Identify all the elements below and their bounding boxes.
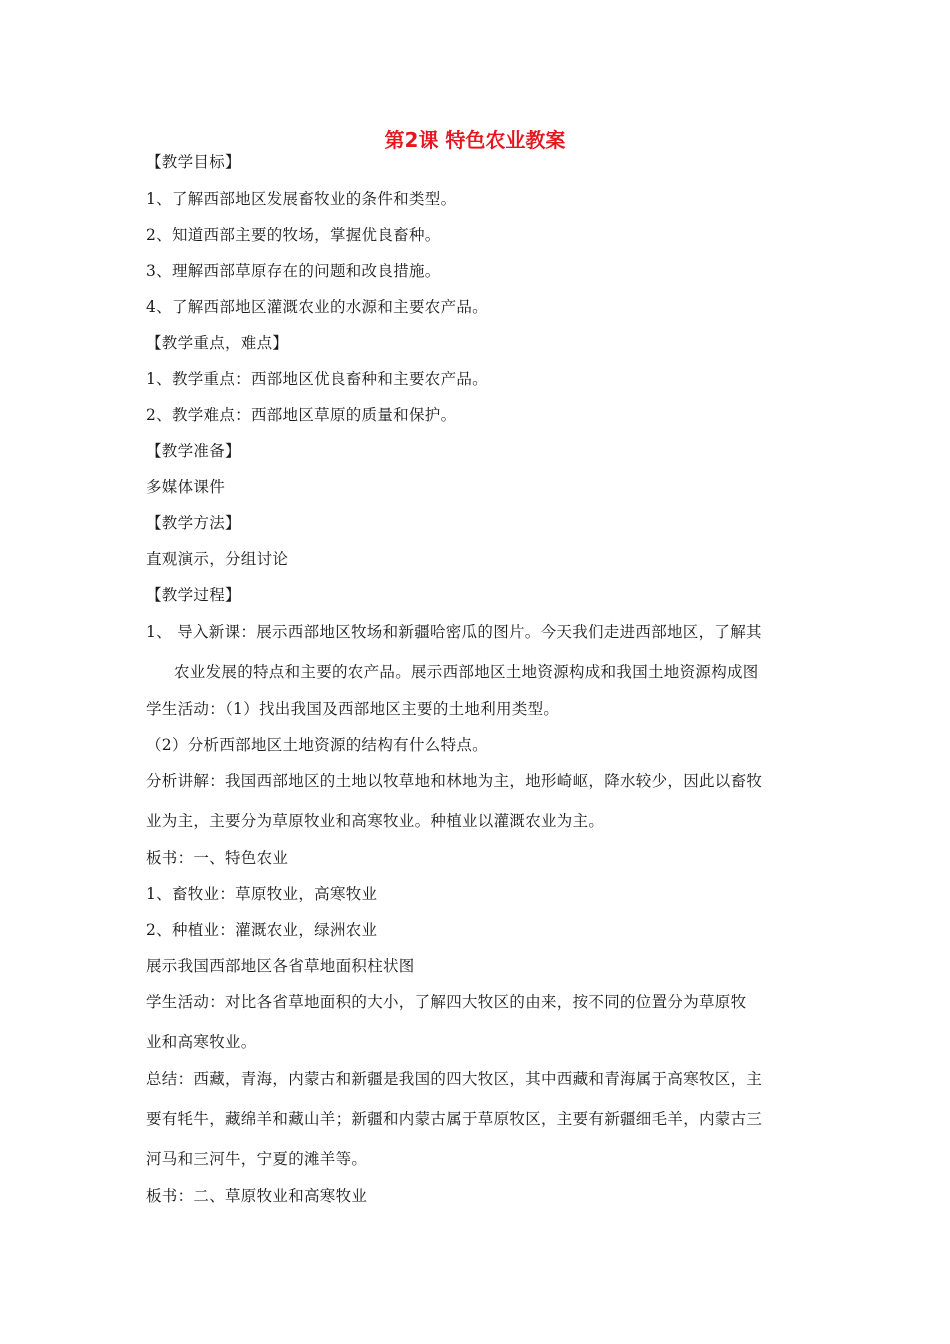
text-line: 学生活动：对比各省草地面积的大小，了解四大牧区的由来，按不同的位置分为草原牧	[146, 993, 747, 1011]
text-line: 1、畜牧业：草原牧业，高寒牧业	[146, 885, 378, 903]
section-heading: 【教学方法】	[146, 514, 241, 532]
text-line: （2）分析西部地区土地资源的结构有什么特点。	[146, 736, 488, 754]
text-line: 3、理解西部草原存在的问题和改良措施。	[146, 262, 441, 280]
text-line: 业为主，主要分为草原牧业和高寒牧业。种植业以灌溉农业为主。	[146, 812, 605, 830]
text-line: 2、教学难点：西部地区草原的质量和保护。	[146, 406, 457, 424]
section-heading: 【教学准备】	[146, 442, 241, 460]
text-line: 1、了解西部地区发展畜牧业的条件和类型。	[146, 190, 457, 208]
text-line: 2、种植业：灌溉农业，绿洲农业	[146, 921, 378, 939]
text-line: 要有牦牛，藏绵羊和藏山羊；新疆和内蒙古属于草原牧区，主要有新疆细毛羊，内蒙古三	[146, 1110, 763, 1128]
text-line: 1、教学重点：西部地区优良畜种和主要农产品。	[146, 370, 488, 388]
text-line: 多媒体课件	[146, 478, 226, 496]
text-line: 学生活动：（1）找出我国及西部地区主要的土地利用类型。	[146, 700, 560, 718]
text-line: 板书：一、特色农业	[146, 849, 289, 867]
text-line: 总结：西藏，青海，内蒙古和新疆是我国的四大牧区，其中西藏和青海属于高寒牧区，主	[146, 1070, 763, 1088]
text-line: 4、了解西部地区灌溉农业的水源和主要农产品。	[146, 298, 488, 316]
text-line: 分析讲解：我国西部地区的土地以牧草地和林地为主，地形崎岖，降水较少，因此以畜牧	[146, 772, 763, 790]
text-line: 农业发展的特点和主要的农产品。展示西部地区土地资源构成和我国土地资源构成图	[174, 663, 759, 681]
page-title: 第2课 特色农业教案	[384, 128, 566, 152]
text-line: 业和高寒牧业。	[146, 1033, 257, 1051]
text-line: 2、知道西部主要的牧场，掌握优良畜种。	[146, 226, 441, 244]
section-heading: 【教学目标】	[146, 153, 241, 171]
text-line: 1、 导入新课：展示西部地区牧场和新疆哈密瓜的图片。今天我们走进西部地区，了解其	[146, 623, 762, 641]
text-line: 展示我国西部地区各省草地面积柱状图	[146, 957, 415, 975]
section-heading: 【教学过程】	[146, 586, 241, 604]
text-line: 板书：二、草原牧业和高寒牧业	[146, 1187, 368, 1205]
text-line: 河马和三河牛，宁夏的滩羊等。	[146, 1150, 368, 1168]
section-heading: 【教学重点，难点】	[146, 334, 289, 352]
text-line: 直观演示，分组讨论	[146, 550, 289, 568]
